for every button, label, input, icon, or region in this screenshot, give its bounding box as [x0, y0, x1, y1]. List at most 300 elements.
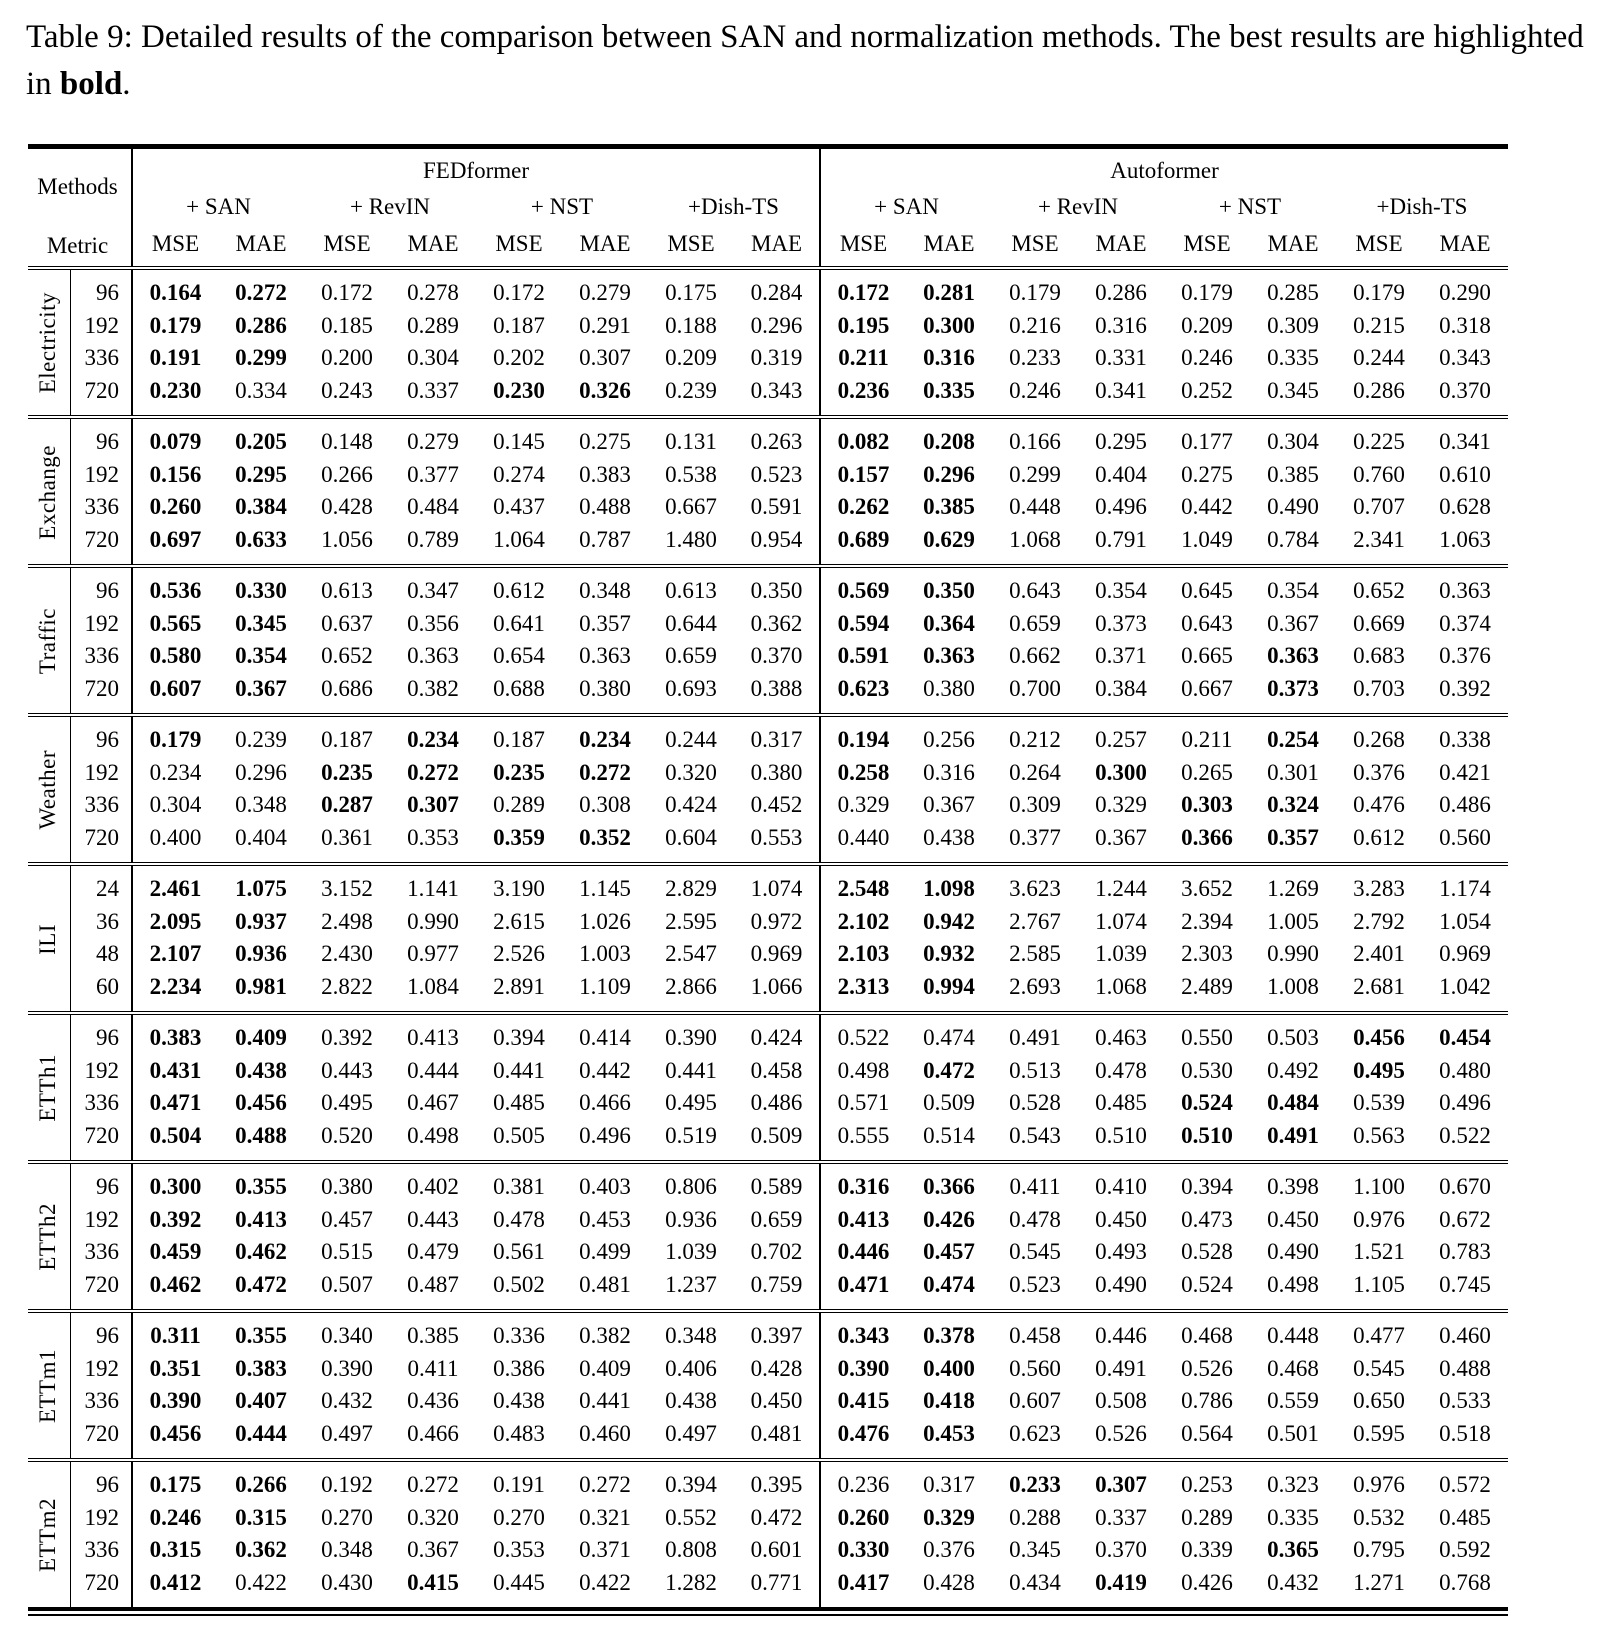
metric-value: 0.177 — [1164, 417, 1250, 459]
metric-value: 0.286 — [1353, 378, 1405, 404]
metric-value: 0.446 — [837, 1239, 890, 1265]
metric-value: 2.394 — [1181, 908, 1233, 934]
metric-value: 0.234 — [562, 715, 648, 757]
horizon-label: 192 — [70, 757, 132, 790]
metric-value: 0.363 — [1267, 643, 1319, 669]
horizon-label: 96 — [70, 715, 132, 757]
metric-value: 0.270 — [321, 1504, 373, 1530]
metric-value: 0.392 — [149, 1206, 202, 1232]
metric-value: 0.353 — [493, 1537, 545, 1563]
metric-value: 0.745 — [1439, 1272, 1491, 1298]
metric-value: 2.095 — [149, 908, 202, 934]
horizon-label: 720 — [70, 1120, 132, 1162]
metric-value: 0.309 — [1009, 792, 1061, 818]
metric-value: 0.432 — [321, 1388, 373, 1414]
metric-value: 0.539 — [1353, 1090, 1405, 1116]
metric-value: 0.422 — [579, 1570, 631, 1596]
metric-value: 0.936 — [665, 1206, 717, 1232]
metric-value: 0.272 — [562, 1460, 648, 1502]
metric-value: 0.488 — [1439, 1355, 1491, 1381]
metric-value: 0.234 — [390, 715, 476, 757]
col-header-auto-nst: + NST — [1218, 194, 1282, 220]
table-row — [28, 1087, 1508, 1120]
metric-value: 0.543 — [1009, 1123, 1061, 1149]
table-row — [28, 375, 1508, 417]
metric-value: 0.526 — [1181, 1355, 1233, 1381]
metric-value: 0.230 — [149, 378, 202, 404]
metric-value: 0.507 — [321, 1272, 373, 1298]
table-row — [28, 566, 1508, 608]
metric-value: 0.707 — [1353, 494, 1405, 520]
metric-value: 0.428 — [923, 1570, 975, 1596]
metric-value: 0.337 — [1095, 1504, 1147, 1530]
metric-value: 1.003 — [579, 941, 631, 967]
metric-value: 0.601 — [734, 1534, 820, 1567]
metric-value: 0.211 — [838, 345, 889, 371]
metric-value: 0.272 — [407, 759, 459, 785]
horizon-label: 96 — [70, 566, 132, 608]
metric-value: 0.410 — [1078, 1162, 1164, 1204]
metric-value: 0.377 — [1009, 825, 1061, 851]
metric-value: 0.296 — [923, 461, 975, 487]
metric-value: 0.370 — [1439, 378, 1491, 404]
table-row — [28, 971, 1508, 1013]
metric-value: 0.272 — [579, 759, 631, 785]
caption-bold-word: bold — [59, 65, 123, 102]
metric-value: 0.209 — [1181, 312, 1233, 338]
metric-value: 0.216 — [1009, 312, 1061, 338]
metric-value: 0.787 — [579, 527, 631, 553]
metric-value: 0.484 — [1267, 1090, 1319, 1116]
metric-value: 0.378 — [906, 1311, 992, 1353]
metric-value: 0.350 — [906, 566, 992, 608]
horizon-label: 720 — [70, 822, 132, 864]
horizon-label: 336 — [70, 491, 132, 524]
metric-value: 0.563 — [1353, 1123, 1405, 1149]
metric-value: 0.523 — [734, 459, 820, 492]
metric-value: 0.205 — [218, 417, 304, 459]
metric-value: 0.334 — [235, 378, 287, 404]
metric-value: 0.345 — [1009, 1537, 1061, 1563]
metric-value: 0.234 — [149, 759, 202, 785]
metric-value: 0.553 — [734, 822, 820, 864]
metric-value: 0.388 — [734, 673, 820, 715]
metric-value: 2.595 — [665, 908, 717, 934]
metric-value: 0.239 — [665, 378, 717, 404]
horizon-label: 192 — [70, 459, 132, 492]
metric-value: 0.490 — [1095, 1272, 1147, 1298]
metric-value: 0.528 — [1181, 1239, 1233, 1265]
col-header-mse: MSE — [648, 226, 734, 268]
metric-value: 0.377 — [407, 461, 459, 487]
metric-value: 0.650 — [1353, 1388, 1405, 1414]
metric-value: 0.202 — [493, 345, 545, 371]
metric-value: 0.498 — [1267, 1272, 1319, 1298]
metric-value: 0.290 — [1422, 268, 1508, 310]
metric-value: 0.316 — [820, 1162, 906, 1204]
autoformer-group-header: Autoformer — [1110, 157, 1219, 183]
metric-value: 0.457 — [321, 1206, 373, 1232]
metric-value: 0.392 — [1439, 676, 1491, 702]
table-row — [28, 1013, 1508, 1055]
metric-value: 1.109 — [579, 974, 631, 1000]
metric-value: 0.335 — [1267, 345, 1319, 371]
table-row — [28, 459, 1508, 492]
metric-value: 3.283 — [1336, 864, 1422, 906]
dataset-label-text: Weather — [35, 750, 61, 830]
metric-value: 0.179 — [132, 715, 218, 757]
metric-value: 0.497 — [665, 1421, 717, 1447]
metric-value: 0.246 — [149, 1504, 202, 1530]
metric-value: 0.157 — [837, 461, 890, 487]
horizon-label: 336 — [70, 1087, 132, 1120]
col-header-mse: MSE — [304, 226, 390, 268]
metric-value: 0.760 — [1353, 461, 1405, 487]
metric-value: 0.481 — [734, 1418, 820, 1460]
metric-value: 0.373 — [1267, 676, 1319, 702]
metric-value: 0.252 — [1181, 378, 1233, 404]
metric-value: 0.453 — [923, 1421, 975, 1447]
metric-value: 0.759 — [734, 1269, 820, 1311]
table-row — [28, 822, 1508, 864]
metric-value: 0.491 — [992, 1013, 1078, 1055]
metric-value: 0.441 — [493, 1057, 545, 1083]
table-row — [28, 310, 1508, 343]
metric-value: 0.526 — [1095, 1421, 1147, 1447]
metric-value: 0.330 — [218, 566, 304, 608]
metric-value: 0.456 — [1336, 1013, 1422, 1055]
metric-value: 0.437 — [493, 494, 545, 520]
metric-value: 0.304 — [149, 792, 202, 818]
metric-value: 1.074 — [734, 864, 820, 906]
metric-value: 0.644 — [665, 610, 717, 636]
metric-value: 1.100 — [1336, 1162, 1422, 1204]
metric-value: 2.303 — [1181, 941, 1233, 967]
metric-value: 2.866 — [665, 974, 717, 1000]
metric-value: 0.513 — [1009, 1057, 1061, 1083]
metric-value: 0.315 — [235, 1504, 287, 1530]
metric-value: 0.370 — [1095, 1537, 1147, 1563]
metric-value: 0.172 — [304, 268, 390, 310]
metric-value: 0.367 — [407, 1537, 459, 1563]
metric-value: 0.700 — [1009, 676, 1061, 702]
metric-value: 1.141 — [390, 864, 476, 906]
metric-value: 0.444 — [407, 1057, 459, 1083]
metric-value: 0.409 — [579, 1355, 631, 1381]
metric-value: 1.005 — [1267, 908, 1319, 934]
metric-value: 0.419 — [1095, 1570, 1147, 1596]
metric-value: 0.362 — [235, 1537, 287, 1563]
metric-value: 0.246 — [1181, 345, 1233, 371]
model-group-row — [28, 146, 1508, 189]
table-bottom-rule — [28, 1614, 1508, 1616]
metric-value: 0.460 — [579, 1421, 631, 1447]
metric-value: 0.400 — [149, 825, 202, 851]
metric-value: 0.397 — [734, 1311, 820, 1353]
metric-value: 0.336 — [476, 1311, 562, 1353]
metric-value: 0.445 — [493, 1570, 545, 1596]
metric-value: 0.411 — [407, 1355, 459, 1381]
metric-value: 0.233 — [1009, 345, 1061, 371]
metric-value: 2.103 — [837, 941, 890, 967]
metric-value: 0.268 — [1336, 715, 1422, 757]
metric-value: 0.244 — [1353, 345, 1405, 371]
metric-value: 0.373 — [1095, 610, 1147, 636]
fedformer-group-header: FEDformer — [132, 146, 820, 189]
metric-value: 0.438 — [665, 1388, 717, 1414]
metric-value: 0.613 — [648, 566, 734, 608]
metric-value: 0.431 — [149, 1057, 202, 1083]
metric-value: 2.498 — [321, 908, 373, 934]
metric-value: 0.376 — [1439, 643, 1491, 669]
metric-value: 0.082 — [820, 417, 906, 459]
metric-value: 0.654 — [493, 643, 545, 669]
metric-value: 2.547 — [665, 941, 717, 967]
table-row — [28, 491, 1508, 524]
col-header-mae: MAE — [1422, 226, 1508, 268]
metric-value: 0.355 — [218, 1162, 304, 1204]
col-header-auto-revin: + RevIN — [1037, 194, 1119, 220]
metric-value: 0.319 — [734, 342, 820, 375]
dataset-label-etth2 — [28, 1162, 70, 1311]
metric-value: 0.499 — [579, 1239, 631, 1265]
table-row — [28, 417, 1508, 459]
col-header-mae: MAE — [734, 226, 820, 268]
metric-value: 0.453 — [579, 1206, 631, 1232]
metric-value: 0.367 — [1095, 825, 1147, 851]
metric-value: 0.438 — [235, 1057, 287, 1083]
metric-value: 0.407 — [235, 1388, 287, 1414]
metric-value: 0.495 — [1353, 1057, 1405, 1083]
metric-value: 0.382 — [562, 1311, 648, 1353]
metric-value: 0.522 — [1439, 1123, 1491, 1149]
metric-value: 0.348 — [321, 1537, 373, 1563]
metric-value: 0.643 — [1181, 610, 1233, 636]
metric-value: 1.521 — [1353, 1239, 1405, 1265]
metric-value: 0.623 — [1009, 1421, 1061, 1447]
metric-value: 0.211 — [1164, 715, 1250, 757]
metric-value: 0.456 — [235, 1090, 287, 1116]
metric-value: 0.936 — [235, 941, 287, 967]
metric-value: 0.438 — [923, 825, 975, 851]
metric-value: 0.348 — [562, 566, 648, 608]
metric-value: 1.074 — [1095, 908, 1147, 934]
metric-value: 0.289 — [1181, 1504, 1233, 1530]
metric-value: 0.366 — [906, 1162, 992, 1204]
metric-value: 0.472 — [734, 1502, 820, 1535]
metric-value: 1.098 — [906, 864, 992, 906]
metric-value: 0.466 — [579, 1090, 631, 1116]
metric-value: 0.275 — [562, 417, 648, 459]
metric-value: 0.353 — [407, 825, 459, 851]
metric-value: 0.079 — [132, 417, 218, 459]
metric-value: 0.381 — [476, 1162, 562, 1204]
metric-value: 0.384 — [1095, 676, 1147, 702]
metric-value: 0.561 — [493, 1239, 545, 1265]
metric-value: 0.380 — [304, 1162, 390, 1204]
metric-value: 0.471 — [837, 1272, 890, 1298]
metric-value: 0.502 — [493, 1272, 545, 1298]
metric-value: 0.415 — [837, 1388, 890, 1414]
metric-value: 0.471 — [149, 1090, 202, 1116]
metric-value: 0.339 — [1181, 1537, 1233, 1563]
metric-value: 0.994 — [923, 974, 975, 1000]
metric-value: 1.008 — [1267, 974, 1319, 1000]
metric-value: 2.489 — [1181, 974, 1233, 1000]
metric-value: 0.383 — [235, 1355, 287, 1381]
table-row — [28, 1460, 1508, 1502]
metric-value: 0.367 — [923, 792, 975, 818]
metric-value: 0.343 — [820, 1311, 906, 1353]
metric-value: 0.179 — [1336, 268, 1422, 310]
col-header-mse: MSE — [992, 226, 1078, 268]
metric-value: 0.404 — [1095, 461, 1147, 487]
metric-value: 0.571 — [837, 1090, 890, 1116]
metric-value: 0.604 — [665, 825, 717, 851]
metric-value: 0.272 — [218, 268, 304, 310]
metric-value: 0.370 — [734, 640, 820, 673]
horizon-label: 192 — [70, 1204, 132, 1237]
metric-value: 0.555 — [837, 1123, 890, 1149]
metric-value: 1.282 — [665, 1570, 717, 1596]
dataset-label-text: Exchange — [35, 444, 61, 540]
metric-value: 0.426 — [923, 1206, 975, 1232]
table-row — [28, 1534, 1508, 1567]
metric-value: 0.472 — [923, 1057, 975, 1083]
metric-value: 0.522 — [820, 1013, 906, 1055]
metric-value: 0.191 — [149, 345, 202, 371]
metric-value: 2.615 — [493, 908, 545, 934]
metric-value: 0.486 — [1439, 792, 1491, 818]
metric-value: 0.285 — [1250, 268, 1336, 310]
col-header-fed-revin: + RevIN — [349, 194, 431, 220]
metric-value: 0.659 — [665, 643, 717, 669]
metric-value: 0.942 — [923, 908, 975, 934]
metric-value: 1.039 — [1095, 941, 1147, 967]
metric-value: 0.532 — [1353, 1504, 1405, 1530]
metric-value: 0.659 — [734, 1204, 820, 1237]
metric-value: 0.329 — [923, 1504, 975, 1530]
metric-value: 0.406 — [665, 1355, 717, 1381]
horizon-label: 336 — [70, 1236, 132, 1269]
metric-value: 0.300 — [1095, 759, 1147, 785]
metric-value: 0.323 — [1250, 1460, 1336, 1502]
metric-value: 0.428 — [321, 494, 373, 520]
metric-value: 0.454 — [1422, 1013, 1508, 1055]
metric-value: 0.394 — [1164, 1162, 1250, 1204]
metric-value: 0.440 — [837, 825, 890, 851]
metric-value: 0.329 — [1095, 792, 1147, 818]
horizon-label: 720 — [70, 673, 132, 715]
metric-value: 0.187 — [493, 312, 545, 338]
horizon-label: 36 — [70, 906, 132, 939]
metric-value: 1.064 — [493, 527, 545, 553]
metric-value: 1.075 — [218, 864, 304, 906]
metric-value: 2.792 — [1353, 908, 1405, 934]
metric-value: 0.667 — [665, 494, 717, 520]
metric-value: 0.390 — [837, 1355, 890, 1381]
metric-value: 0.386 — [493, 1355, 545, 1381]
metric-value: 0.509 — [734, 1120, 820, 1162]
metric-value: 0.266 — [321, 461, 373, 487]
metric-value: 0.187 — [476, 715, 562, 757]
metric-value: 0.376 — [923, 1537, 975, 1563]
horizon-label: 60 — [70, 971, 132, 1013]
metric-value: 0.510 — [1095, 1123, 1147, 1149]
metric-value: 0.592 — [1439, 1537, 1491, 1563]
metric-value: 0.515 — [321, 1239, 373, 1265]
metric-value: 0.456 — [149, 1421, 202, 1447]
metric-value: 0.594 — [837, 610, 890, 636]
metric-value: 0.490 — [1267, 494, 1319, 520]
metric-value: 0.665 — [1181, 643, 1233, 669]
metric-value: 0.172 — [476, 268, 562, 310]
metric-value: 0.436 — [407, 1388, 459, 1414]
metric-value: 0.545 — [1009, 1239, 1061, 1265]
metric-value: 0.258 — [837, 759, 890, 785]
metric-value: 0.808 — [665, 1537, 717, 1563]
metric-value: 0.457 — [923, 1239, 975, 1265]
metric-value: 0.452 — [734, 789, 820, 822]
metric-value: 2.313 — [837, 974, 890, 1000]
metric-value: 0.335 — [923, 378, 975, 404]
metric-value: 0.307 — [407, 792, 459, 818]
metric-value: 0.324 — [1267, 792, 1319, 818]
metric-value: 0.402 — [390, 1162, 476, 1204]
metric-value: 0.359 — [493, 825, 545, 851]
metric-value: 2.461 — [132, 864, 218, 906]
metric-value: 0.607 — [149, 676, 202, 702]
table-row — [28, 1353, 1508, 1386]
table-row — [28, 1385, 1508, 1418]
metric-value: 0.693 — [665, 676, 717, 702]
table-row — [28, 1418, 1508, 1460]
metric-value: 0.478 — [1095, 1057, 1147, 1083]
metric-value: 0.361 — [321, 825, 373, 851]
metric-value: 0.403 — [562, 1162, 648, 1204]
metric-value: 0.498 — [407, 1123, 459, 1149]
metric-value: 0.413 — [235, 1206, 287, 1232]
metric-value: 0.188 — [665, 312, 717, 338]
metric-value: 0.442 — [579, 1057, 631, 1083]
metric-value: 0.340 — [304, 1311, 390, 1353]
metric-value: 0.398 — [1250, 1162, 1336, 1204]
horizon-label: 336 — [70, 1385, 132, 1418]
metric-value: 0.524 — [1181, 1090, 1233, 1116]
metric-value: 0.580 — [149, 643, 202, 669]
metric-value: 0.208 — [906, 417, 992, 459]
metric-value: 0.164 — [132, 268, 218, 310]
metric-value: 0.363 — [923, 643, 975, 669]
metric-value: 0.490 — [1267, 1239, 1319, 1265]
metric-value: 0.591 — [734, 491, 820, 524]
metric-value: 0.426 — [1181, 1570, 1233, 1596]
col-header-mse: MSE — [132, 226, 218, 268]
metric-value: 0.686 — [321, 676, 373, 702]
metric-value: 0.467 — [407, 1090, 459, 1116]
metric-value: 2.548 — [820, 864, 906, 906]
horizon-label: 48 — [70, 938, 132, 971]
metric-value: 0.479 — [407, 1239, 459, 1265]
metric-value: 0.969 — [1439, 941, 1491, 967]
metric-value: 0.572 — [1422, 1460, 1508, 1502]
metric-value: 1.480 — [665, 527, 717, 553]
metric-value: 0.493 — [1095, 1239, 1147, 1265]
metric-value: 1.244 — [1078, 864, 1164, 906]
metric-value: 0.443 — [321, 1057, 373, 1083]
metric-value: 0.156 — [149, 461, 202, 487]
metric-value: 1.068 — [1095, 974, 1147, 1000]
